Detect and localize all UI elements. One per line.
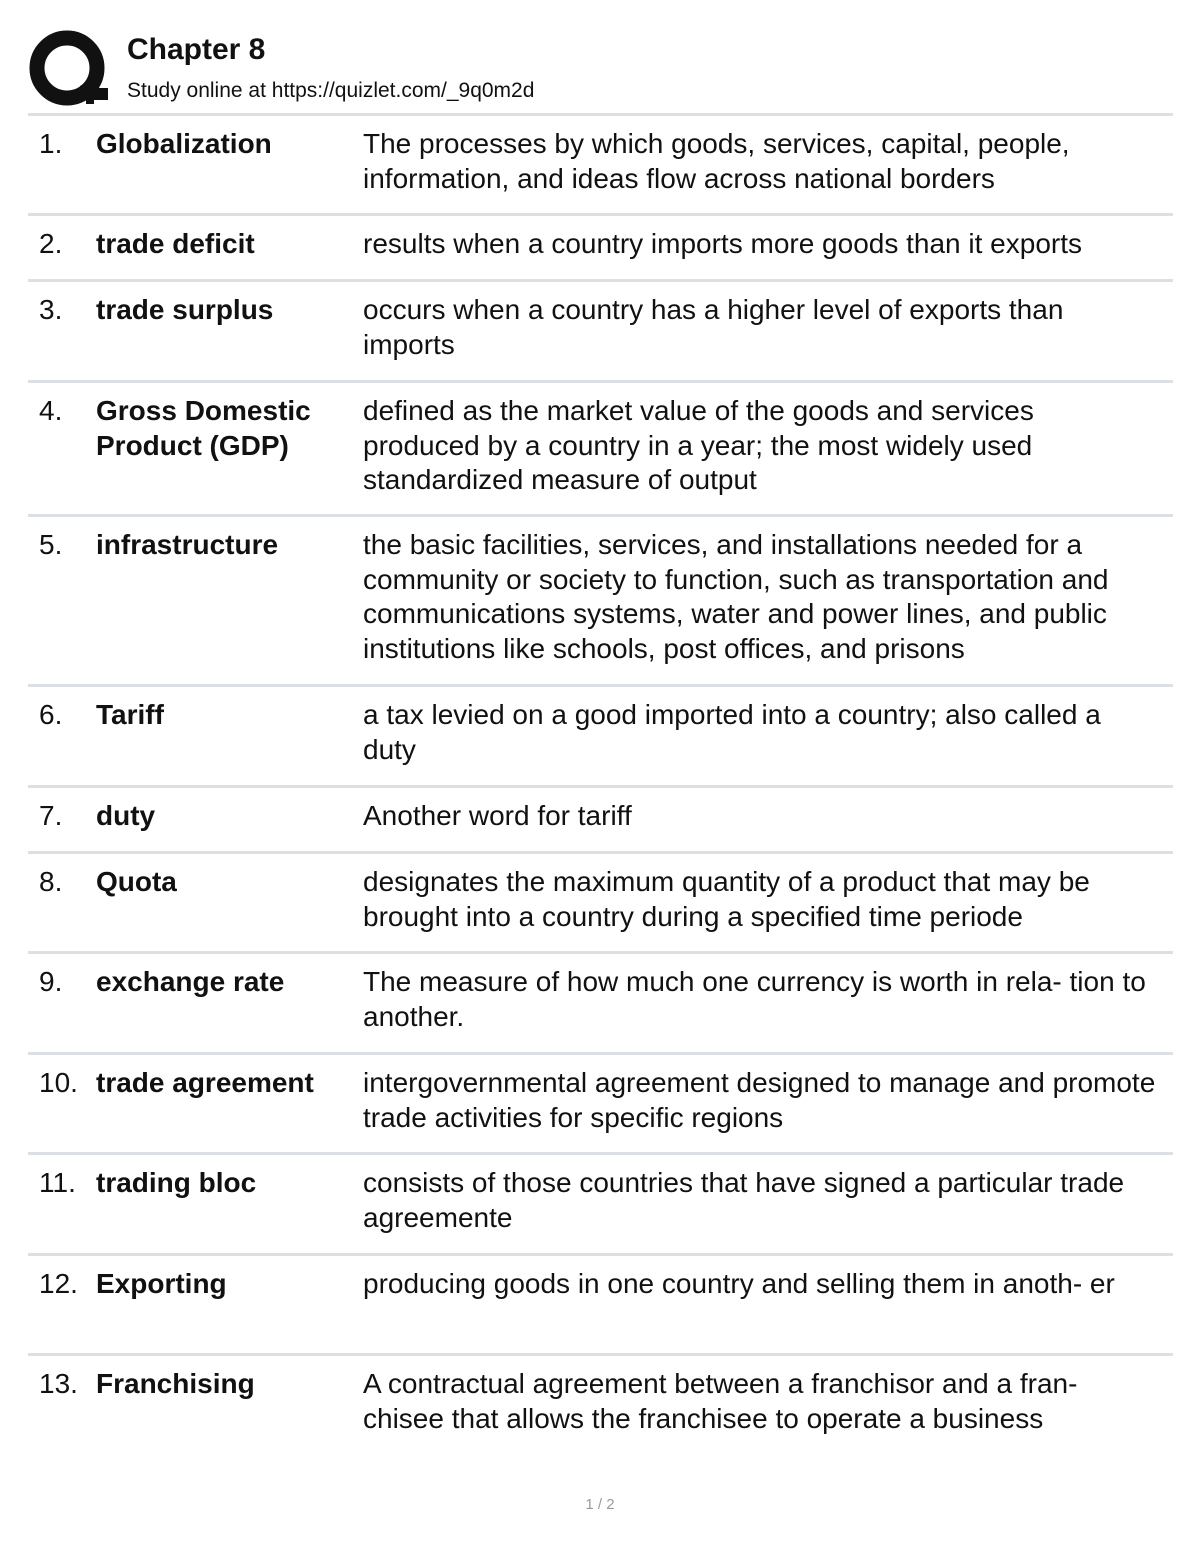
term-row [28,854,1173,954]
term-definition: intergovernmental agreement designed to manage and promote trade activities for specific regions [363,1067,1156,1133]
term-definition: results when a country imports more goods than it exports [363,228,1083,259]
term-word: Franchising [96,1368,255,1399]
term-row [28,216,1173,282]
page-title: Chapter 8 [127,33,266,66]
term-row [28,954,1173,1055]
term-number: 12. [39,1268,78,1299]
term-number: 4. [39,395,63,426]
term-number: 5. [39,529,63,560]
term-definition: A contractual agreement between a franchisor and a fran- chisee that allows the franchisee to operate a business [363,1368,1078,1434]
terms-table [28,113,1173,1456]
term-word: infrastructure [96,529,279,560]
term-definition: consists of those countries that have signed a particular trade agreemente [363,1167,1125,1233]
term-word: trade agreement [96,1067,314,1098]
term-word: trading bloc [96,1167,257,1198]
term-word: duty [96,800,156,831]
term-word: Tariff [96,699,164,730]
term-number: 10. [39,1067,78,1098]
term-number: 11. [39,1167,76,1198]
term-definition: defined as the market value of the goods and services produced by a country in a year; the most widely used standardized measure of output [363,395,1034,495]
term-word: exchange rate [96,966,285,997]
term-row [28,383,1173,517]
term-number: 6. [39,699,63,730]
term-row [28,116,1173,216]
term-row [28,1155,1173,1256]
term-word: trade deficit [96,228,255,259]
term-definition: the basic facilities, services, and installations needed for a community or society to function, such as transportation and communications systems, water and power lines, and public institutions like schools, post offices, and prisons [363,529,1109,664]
term-number: 9. [39,966,63,997]
term-number: 13. [39,1368,78,1399]
term-row [28,1055,1173,1155]
term-word: Gross Domestic Product (GDP) [96,395,311,461]
quizlet-q-logo-icon [28,30,110,110]
term-word: trade surplus [96,294,274,325]
term-definition: The measure of how much one currency is worth in rela- tion to another. [363,966,1146,1032]
term-definition: a tax levied on a good imported into a country; also called a duty [363,699,1101,765]
term-row [28,282,1173,383]
term-word: Quota [96,866,177,897]
term-row [28,517,1173,687]
term-row [28,788,1173,854]
term-row [28,687,1173,788]
study-online-link[interactable]: Study online at https://quizlet.com/_9q0m2d [127,79,535,102]
term-definition: designates the maximum quantity of a product that may be brought into a country during a specified time periode [363,866,1090,932]
term-row [28,1356,1173,1456]
term-definition: occurs when a country has a higher level of exports than imports [363,294,1064,360]
term-definition: The processes by which goods, services, capital, people, information, and ideas flow across national borders [363,128,1070,194]
term-number: 1. [39,128,63,159]
term-number: 7. [39,800,63,831]
term-word: Globalization [96,128,272,159]
page-number: 1 / 2 [585,1496,615,1513]
term-number: 3. [39,294,63,325]
term-word: Exporting [96,1268,227,1299]
term-number: 8. [39,866,63,897]
term-definition: producing goods in one country and selling them in anoth- er [363,1268,1115,1299]
term-number: 2. [39,228,63,259]
term-definition: Another word for tariff [363,800,632,831]
term-row [28,1256,1173,1356]
